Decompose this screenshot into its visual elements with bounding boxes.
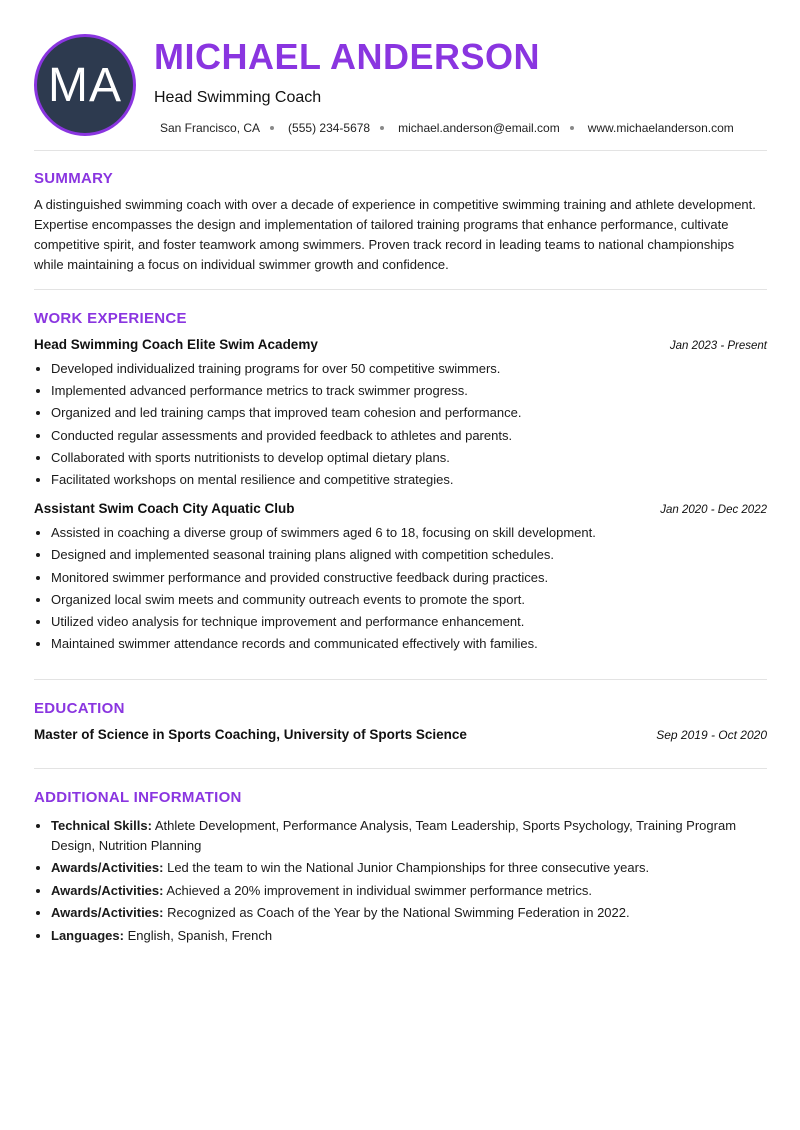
list-item: • Organized local swim meets and community outreach events to promote the sport. xyxy=(51,589,767,611)
list-item: • Monitored swimmer performance and provided constructive feedback during practices. xyxy=(51,567,767,589)
item-label: Languages: xyxy=(51,927,124,943)
list-item xyxy=(51,881,767,901)
list-item: • Organized and led training camps that improved team cohesion and performance. xyxy=(51,402,767,424)
education-entry xyxy=(34,727,767,742)
bullet-separator-icon xyxy=(380,126,384,130)
job-bullets xyxy=(34,358,767,491)
job-header xyxy=(34,501,767,516)
section-heading: EDUCATION xyxy=(34,700,125,718)
item-label: Awards/Activities: xyxy=(51,905,164,921)
candidate-title: Head Swimming Coach xyxy=(154,89,322,106)
bullet-separator-icon xyxy=(570,126,574,130)
list-item xyxy=(51,926,767,946)
summary-text: A distinguished swimming coach with over a decade of experience in competitive swimming training and athlete development. Expertise encompasses the design and implementation of tailored training programs that enhance performance, cultivate competitive spirit, and foster teamwork among swimmers. Proven track record in leading teams to national championships while maintaining a focus on individual swimmer growth and confidence. xyxy=(34,197,756,272)
job-entry xyxy=(34,337,767,491)
education-date: Sep 2019 - Oct 2020 xyxy=(656,728,767,743)
experience-section xyxy=(34,290,767,680)
contact-location: San Francisco, CA xyxy=(160,121,261,135)
item-text: Athlete Development, Performance Analysis, Team Leadership, Sports Psychology, Training Program Design, Nutrition Planning xyxy=(51,818,737,853)
avatar xyxy=(34,34,136,136)
resume-header xyxy=(34,0,767,150)
job-entry xyxy=(34,501,767,655)
section-heading: ADDITIONAL INFORMATION xyxy=(34,789,242,807)
list-item: • Implemented advanced performance metrics to track swimmer progress. xyxy=(51,380,767,402)
item-label: Awards/Activities: xyxy=(51,860,164,876)
additional-section xyxy=(34,769,767,945)
contact-email[interactable]: michael.anderson@email.com xyxy=(398,121,560,135)
list-item: • Designed and implemented seasonal training plans aligned with competition schedules. xyxy=(51,544,767,566)
bullet-separator-icon xyxy=(270,126,274,130)
job-bullets xyxy=(34,522,767,655)
avatar-initials: MA xyxy=(48,58,122,112)
section-heading: WORK EXPERIENCE xyxy=(34,310,187,327)
job-date: Jan 2023 - Present xyxy=(669,340,767,352)
list-item xyxy=(51,858,767,878)
contact-website[interactable]: www.michaelanderson.com xyxy=(587,121,734,135)
summary-section xyxy=(34,150,767,290)
job-role: Assistant Swim Coach City Aquatic Club xyxy=(34,501,295,517)
list-item xyxy=(51,903,767,923)
job-header xyxy=(34,337,767,352)
education-section xyxy=(34,680,767,769)
education-degree: Master of Science in Sports Coaching, University of Sports Science xyxy=(34,727,467,743)
item-label: Awards/Activities: xyxy=(51,882,164,898)
item-text: Led the team to win the National Junior Championships for three consecutive years. xyxy=(167,860,650,876)
job-date: Jan 2020 - Dec 2022 xyxy=(660,504,767,517)
list-item: • Facilitated workshops on mental resilience and competitive strategies. xyxy=(51,469,767,491)
list-item: • Maintained swimmer attendance records and communicated effectively with families. xyxy=(51,633,767,655)
candidate-name: MICHAEL ANDERSON xyxy=(154,36,541,77)
item-text: Achieved a 20% improvement in individual swimmer performance metrics. xyxy=(166,882,592,898)
list-item: • Utilized video analysis for technique improvement and performance enhancement. xyxy=(51,611,767,633)
item-text: Recognized as Coach of the Year by the National Swimming Federation in 2022. xyxy=(167,905,630,921)
list-item: • Developed individualized training programs for over 50 competitive swimmers. xyxy=(51,358,767,380)
list-item: • Conducted regular assessments and provided feedback to athletes and parents. xyxy=(51,425,767,447)
list-item: • Collaborated with sports nutritionists to develop optimal dietary plans. xyxy=(51,447,767,469)
list-item xyxy=(51,816,767,855)
contact-info xyxy=(160,121,734,135)
item-label: Technical Skills: xyxy=(51,818,152,834)
contact-phone: (555) 234-5678 xyxy=(288,121,371,135)
additional-list xyxy=(34,816,767,945)
item-text: English, Spanish, French xyxy=(127,927,273,943)
divider xyxy=(34,150,767,151)
list-item: • Assisted in coaching a diverse group of swimmers aged 6 to 18, focusing on skill development. xyxy=(51,522,767,544)
job-role: Head Swimming Coach Elite Swim Academy xyxy=(34,337,318,352)
section-heading: SUMMARY xyxy=(34,170,114,187)
